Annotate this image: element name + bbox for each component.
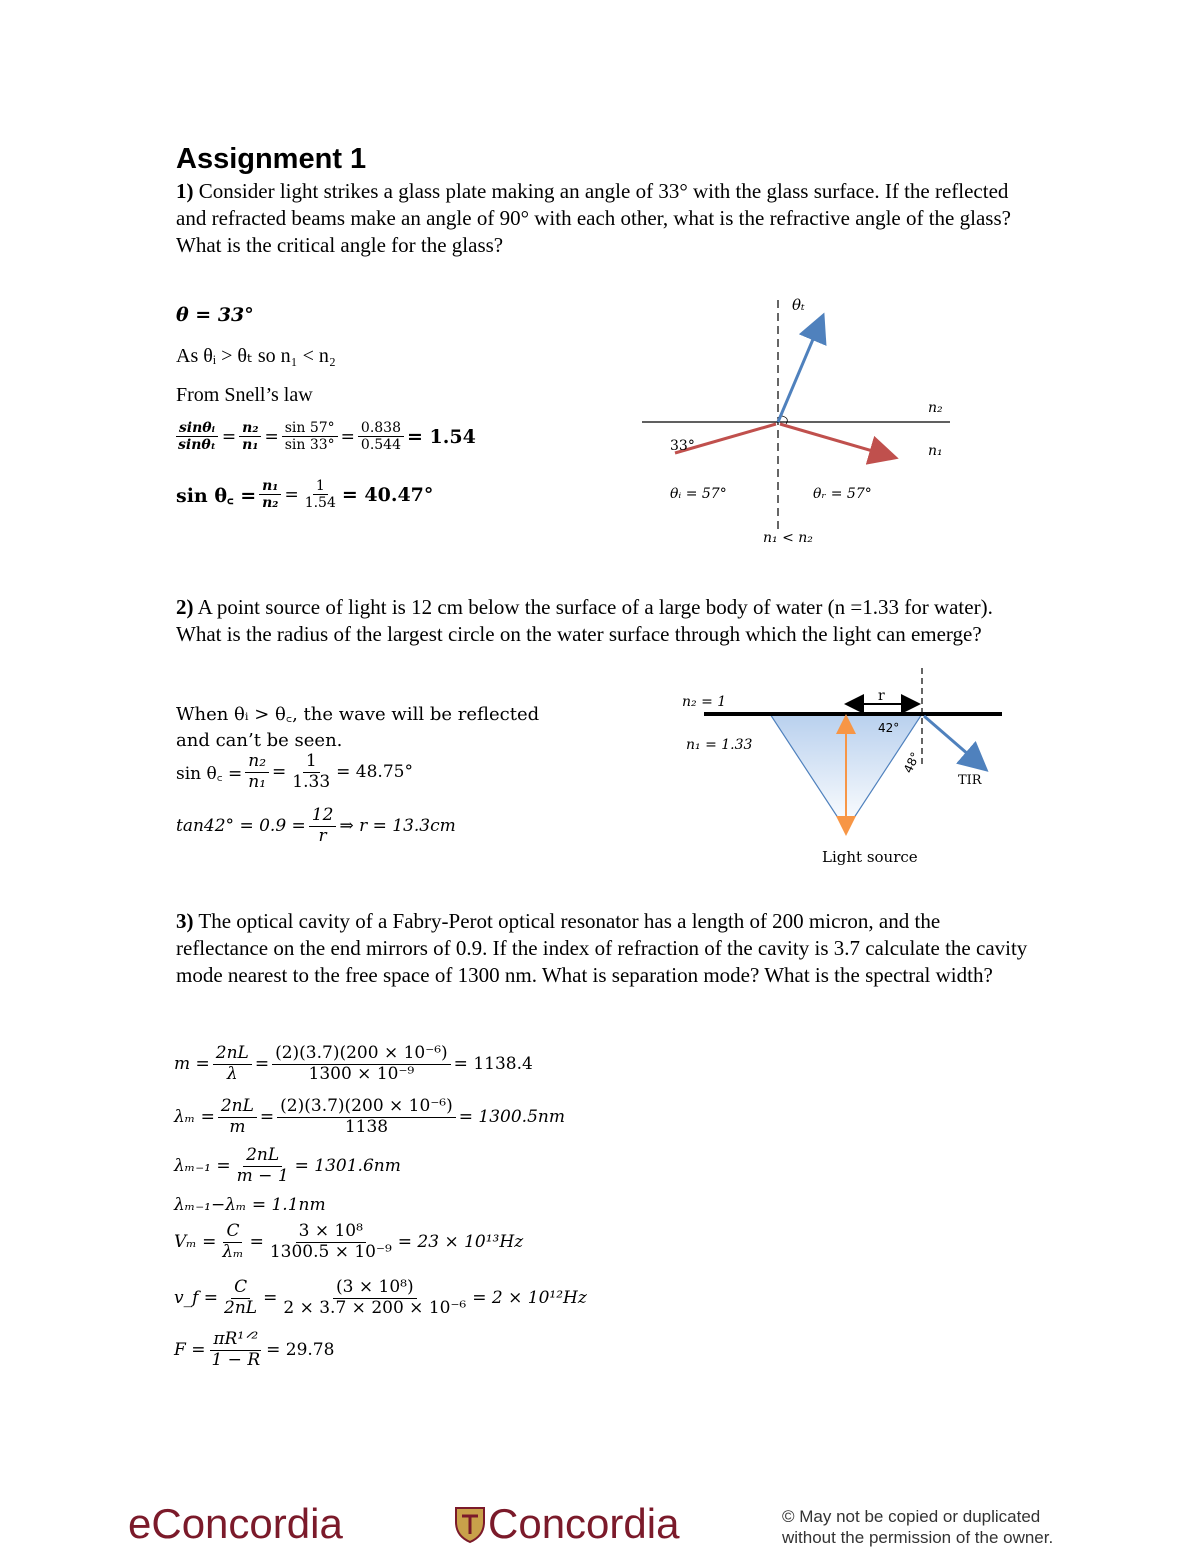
mode-number-equation: m = $\frac{2nL}{\lambda}$ = $\frac{\text{(2)(3.7)(200 × 10⁻⁶)}}{\text{1300 × 10⁻⁹}}$ = 1138.4 (174, 1043, 533, 1084)
free-spectral-range-equation: v_f = $\frac{C}{2nL}$ = $\frac{\text{(3 × 10⁸)}}{\text{2 × 3.7 × 200 × 10⁻⁶}}$ = 2 × 10¹²Hz (174, 1277, 587, 1318)
fraction: $\frac{C}{\text{λₘ}}$ (222, 1221, 244, 1262)
fraction: $\frac{\text{sinθᵢ}}{\text{sinθₜ}}$ (175, 420, 219, 453)
fraction: $\frac{1}{1.33}$ (292, 751, 331, 792)
angle-33-label: 33° (670, 438, 695, 454)
finesse-equation: F = $\frac{\text{πR¹ᐟ²}}{1 - R}$ = 29.78 (174, 1329, 335, 1370)
snell-label: From Snell’s law (176, 384, 313, 406)
fraction: $\frac{\text{(2)(3.7)(200 × 10⁻⁶)}}{1138}$ (277, 1097, 456, 1137)
fraction: $\frac{C}{2nL}$ (224, 1277, 258, 1318)
fraction: $\frac{\text{n₂}}{\text{n₁}}$ (239, 420, 261, 453)
question-text: The optical cavity of a Fabry-Perot optical resonator has a length of 200 micron, and the reflectance on the end mirrors of 0.9. If the index of refraction of the cavity is 3.7 calculate the cavity mode nearest to the free space of 1300 nm. What is separation mode? What is the spectral width? (176, 909, 1028, 987)
as-line: As θᵢ > θₜ so n₁ < n₂ (176, 345, 336, 367)
light-source-label: Light source (822, 848, 918, 866)
critical-angle-equation: sin θ꜀ = $\frac{\text{n₁}}{\text{n₂}}$ = $\frac{1}{1.54}$ = 40.47° (176, 478, 434, 512)
page-title: Assignment 1 (176, 143, 367, 175)
angle-arc (782, 416, 787, 424)
question-text: Consider light strikes a glass plate making an angle of 33° with the glass surface. If the reflected and refracted beams make an angle of 90° with each other, what is the refractive angle of the glass? What is the critical angle for the glass? (176, 179, 1011, 257)
theta-equation: θ = 33° (176, 304, 254, 326)
mode-separation: λₘ₋₁−λₘ = 1.1nm (174, 1195, 326, 1215)
n1-label: n₁ = 1.33 (686, 737, 753, 753)
tan-equation: tan42° = 0.9 = $\frac{12}{r}$ ⇒ r = 13.3cm (176, 805, 456, 846)
radius-label: r (878, 688, 885, 704)
fraction: $\frac{\sin 57^\circ}{\sin 33^\circ}$ (282, 420, 338, 453)
frequency-equation: Vₘ = $\frac{C}{\text{λₘ}}$ = $\frac{\text{3 × 10⁸}}{\text{1300.5 × 10⁻⁹}}$ = 23 × 10¹³Hz (174, 1221, 524, 1262)
critical-angle-equation-2: sin θ꜀ = $\frac{\text{n₂}}{\text{n₁}}$ = $\frac{1}{1.33}$ = 48.75° (176, 751, 413, 792)
snell-equation: $\frac{\text{sinθᵢ}}{\text{sinθₜ}}$ = $\frac{\text{n₂}}{\text{n₁}}$ = $\frac{\sin 57^\circ}{\sin 33^\circ}$ = $\frac{0.838}{0.544}$ = 1.54 (172, 420, 476, 453)
fraction: $\frac{\text{(2)(3.7)(200 × 10⁻⁶)}}{\text{1300 × 10⁻⁹}}$ (272, 1044, 451, 1084)
copyright-notice: © May not be copied or duplicated without the permission of the owner. (782, 1507, 1054, 1547)
question-number: 1) (176, 179, 194, 203)
n2-label: n₂ (928, 400, 943, 416)
fraction: $\frac{0.838}{0.544}$ (358, 420, 404, 453)
tir-ray (924, 716, 984, 768)
question-text: A point source of light is 12 cm below the surface of a large body of water (n =1.33 for water). What is the radius of the largest circle on the water surface through which the light can emerge? (176, 595, 993, 646)
reflected-ray (780, 424, 893, 457)
question-2 (176, 594, 1036, 648)
fraction: $\frac{2nL}{m - 1}$ (236, 1145, 289, 1186)
question-number: 3) (176, 909, 194, 933)
refracted-ray (778, 318, 822, 422)
fraction: $\frac{\text{(3 × 10⁸)}}{\text{2 × 3.7 × 200 × 10⁻⁶}}$ (283, 1277, 467, 1318)
theta-r-label: θᵣ = 57° (813, 486, 872, 502)
tir-label: TIR (958, 773, 982, 788)
theta-t-label: θₜ (792, 296, 805, 314)
fraction: $\frac{12}{r}$ (309, 806, 337, 846)
angle-42-label: 42° (878, 721, 900, 735)
question-1 (176, 178, 1036, 259)
n-relation-label: n₁ < n₂ (763, 530, 813, 546)
angle-48-label: 48° (900, 750, 923, 776)
fraction: $\frac{2nL}{m}$ (218, 1097, 257, 1137)
refraction-diagram (630, 290, 970, 560)
n2-label: n₂ = 1 (682, 694, 727, 710)
lambda-m-equation: λₘ = $\frac{2nL}{m}$ = $\frac{\text{(2)(3.7)(200 × 10⁻⁶)}}{1138}$ = 1300.5nm (174, 1096, 565, 1137)
tir-explanation: When θᵢ > θ꜀, the wave will be reflected and can’t be seen. (176, 704, 540, 751)
econcordia-logo: eConcordia (128, 1500, 343, 1547)
concordia-logo: Concordia (452, 1500, 679, 1548)
fraction: $\frac{\text{n₁}}{\text{n₂}}$ (259, 478, 281, 511)
shield-icon (452, 1502, 488, 1546)
fraction: $\frac{1}{1.54}$ (304, 478, 336, 512)
fraction: $\frac{\text{3 × 10⁸}}{\text{1300.5 × 10⁻⁹}}$ (269, 1221, 392, 1262)
fraction: $\frac{\text{πR¹ᐟ²}}{1 - R}$ (211, 1329, 261, 1370)
snell-result: = 1.54 (407, 425, 476, 448)
question-3 (176, 908, 1036, 989)
question-number: 2) (176, 595, 194, 619)
n1-label: n₁ (928, 443, 943, 459)
fraction: $\frac{2nL}{\lambda}$ (213, 1044, 252, 1084)
lambda-m-1-equation: λₘ₋₁ = $\frac{2nL}{m - 1}$ = 1301.6nm (174, 1145, 401, 1186)
critical-result: = 40.47° (341, 483, 434, 506)
theta-i-label: θᵢ = 57° (670, 486, 727, 502)
tir-diagram (676, 664, 1016, 876)
fraction: $\frac{\text{n₂}}{\text{n₁}}$ (245, 752, 269, 792)
